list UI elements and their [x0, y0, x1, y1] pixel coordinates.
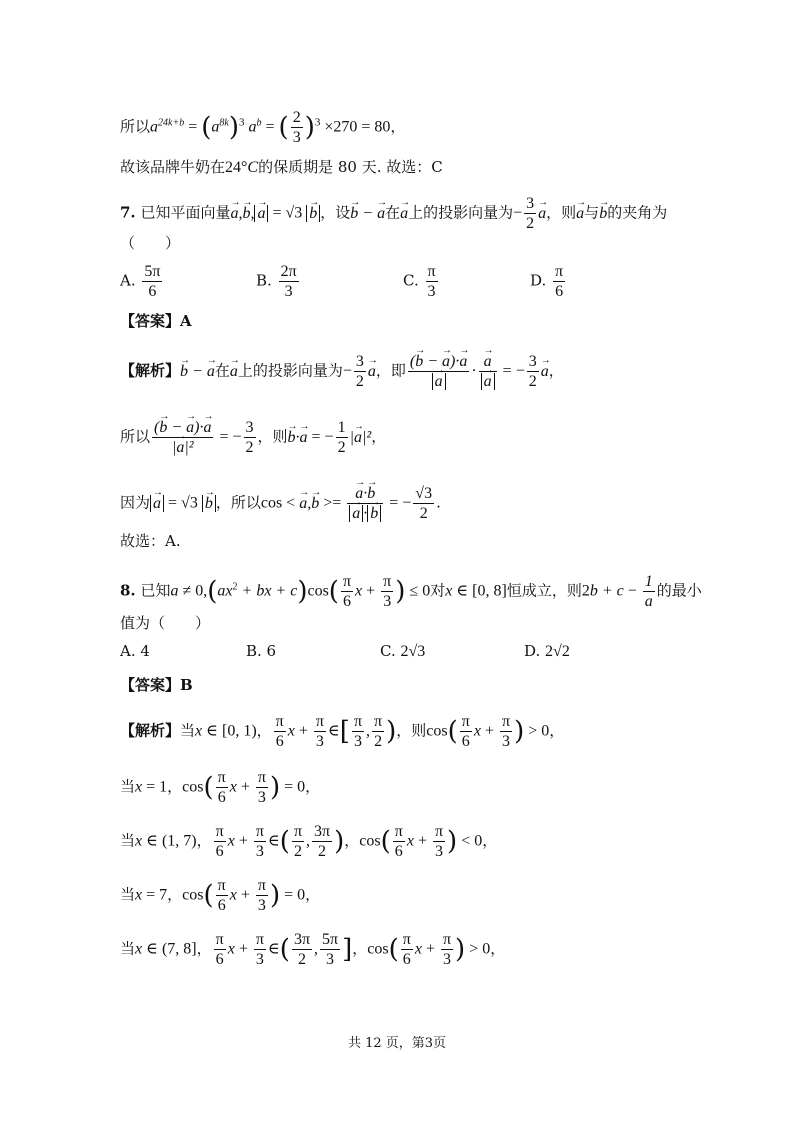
text-fragment: ，则 [257, 427, 288, 446]
option-a: A. 4 [120, 642, 150, 660]
fraction: $\frac{2}{3}$ [292, 109, 301, 146]
answer-7: 【答案】A [120, 312, 192, 330]
option-label: A. [120, 271, 136, 290]
text-fragment: ，所以 [215, 493, 261, 512]
text-fragment: 对 [430, 581, 446, 600]
question-7-stem: 7. 已知平面向量→ a,→ b,→ a = √3 → b ，设→ b − → a在→ a上的投影向量为− $\frac{3}{2}$ → a，则→ a与→ b的夹角为 [120, 194, 667, 233]
text-fragment: 上的投影向量为 [237, 361, 343, 380]
text-fragment: 所以 [120, 427, 151, 446]
text-fragment: 所以 [120, 117, 151, 136]
option-a: A. $\frac{5\pi}{6}$ [120, 263, 161, 300]
analysis-8-line-3: 当x ∈ (1, 7)， $\frac{\pi}{6}$ x + $\frac{\pi}{3}$ ∈( $\frac{\pi}{2}$ , $\frac{3\pi}{2}$ )，cos( $\frac{\pi}{6}$ x + $\frac{\pi}{3}$ ) < 0， [120, 823, 498, 860]
question-8-stem: 8. 已知$a \ne 0,(ax^2$ + bx + c)cos( $\frac{\pi}{6}$ x + $\frac{\pi}{3}$ ) ≤ 0对x ∈ [0, 8]恒成立，则2b + c − $\frac{1}{a}$ 的最小 [120, 573, 702, 610]
option-value: 2√2 [545, 643, 570, 660]
solution-line-2: 故该品牌牛奶在24°C的保质期是 80 天. 故选：C [120, 158, 443, 176]
text-fragment: 在 [385, 203, 401, 222]
question-number: 8. [120, 581, 136, 600]
text-fragment: 的最小 [656, 581, 702, 600]
analysis-8-line-5: 当x ∈ (7, 8]， $\frac{\pi}{6}$ x + $\frac{\pi}{3}$ ∈( $\frac{3\pi}{2}$ , $\frac{5\pi}{3}$ ]，cos( $\frac{\pi}{6}$ x + $\frac{\pi}{3}$ ) > 0， [120, 931, 506, 968]
text-fragment: ，设 [320, 203, 351, 222]
option-d [524, 642, 570, 661]
solution-line-1: 所以$a^{24k+b} = (a^{8k})^3$ $a^b$ = ( $\frac{2}{3}$ )$^3$ ×270 = 80， [120, 109, 406, 146]
option-b: B. 6 [246, 642, 277, 660]
option-label: D. [530, 271, 547, 290]
option-label: C. [380, 642, 396, 660]
fraction: $\frac{3}{2}$ [526, 195, 535, 232]
analysis-7-line-3: 因为→ a = √3 → b ，所以cos < → a,→ b >= → a·→ b → a ·→ b = − $\frac{√3}{2}$ . [120, 484, 441, 523]
page-footer: 共 12 页，第3页 [347, 1036, 447, 1051]
text-fragment: 恒成立，则 [506, 581, 582, 600]
text-fragment: 与 [584, 203, 600, 222]
option-c: C. $\frac{\pi}{3}$ [403, 263, 436, 300]
text-fragment: ，则 [546, 203, 577, 222]
question-number: 7. [120, 203, 136, 222]
analysis-7-line-1: 【解析】→ b − → a在→ a上的投影向量为− $\frac{3}{2}$ → a，即 (→ b − → a)·→ a → a · → a → a = − $\frac{3}{2}$ → a， [120, 352, 564, 391]
option-c [380, 642, 425, 661]
analysis-tag: 【解析】 [120, 361, 181, 380]
analysis-8-line-1: 【解析】当x ∈ [0, 1)， $\frac{\pi}{6}$ x + $\frac{\pi}{3}$ ∈[ $\frac{\pi}{3}$ , $\frac{\pi}{2}$ )，则cos( $\frac{\pi}{6}$ x + $\frac{\pi}{3}$ ) > 0， [120, 713, 565, 750]
text-fragment: ，即 [375, 361, 406, 380]
analysis-7-line-2: 所以 $\frac{(\to b - \to a)\cdot\to a}{\text{|→ a|²}}$ = − $\frac{3}{2}$ ，则→ b·→ a = − $\frac{1}{2}$ |→ a|²， [120, 418, 386, 457]
question-8-stem-2: 值为（ ） [120, 614, 211, 632]
analysis-tag: 【解析】 [120, 721, 181, 740]
text-fragment: 的夹角为 [607, 203, 668, 222]
analysis-7-conclusion: 故选：A. [120, 532, 181, 550]
answer-8: 【答案】B [120, 676, 193, 694]
option-b: B. $\frac{2\pi}{3}$ [256, 263, 297, 300]
text-fragment: 上的投影向量为 [408, 203, 514, 222]
text-fragment: 因为 [120, 493, 151, 512]
analysis-8-line-4: 当x = 7，cos( $\frac{\pi}{6}$ x + $\frac{\pi}{3}$ ) = 0， [120, 877, 321, 914]
option-value: 2√3 [400, 643, 426, 660]
text-fragment: 在 [214, 361, 230, 380]
text-fragment: 已知平面向量 [140, 203, 231, 222]
analysis-8-line-2: 当x = 1，cos( $\frac{\pi}{6}$ x + $\frac{\pi}{3}$ ) = 0， [120, 769, 321, 806]
question-7-paren: （ ） [120, 234, 181, 252]
text-fragment: 已知 [140, 581, 171, 600]
option-label: B. [256, 271, 272, 290]
option-label: D. [524, 642, 541, 660]
option-label: C. [403, 271, 419, 290]
option-d: D. $\frac{\pi}{6}$ [530, 263, 564, 300]
